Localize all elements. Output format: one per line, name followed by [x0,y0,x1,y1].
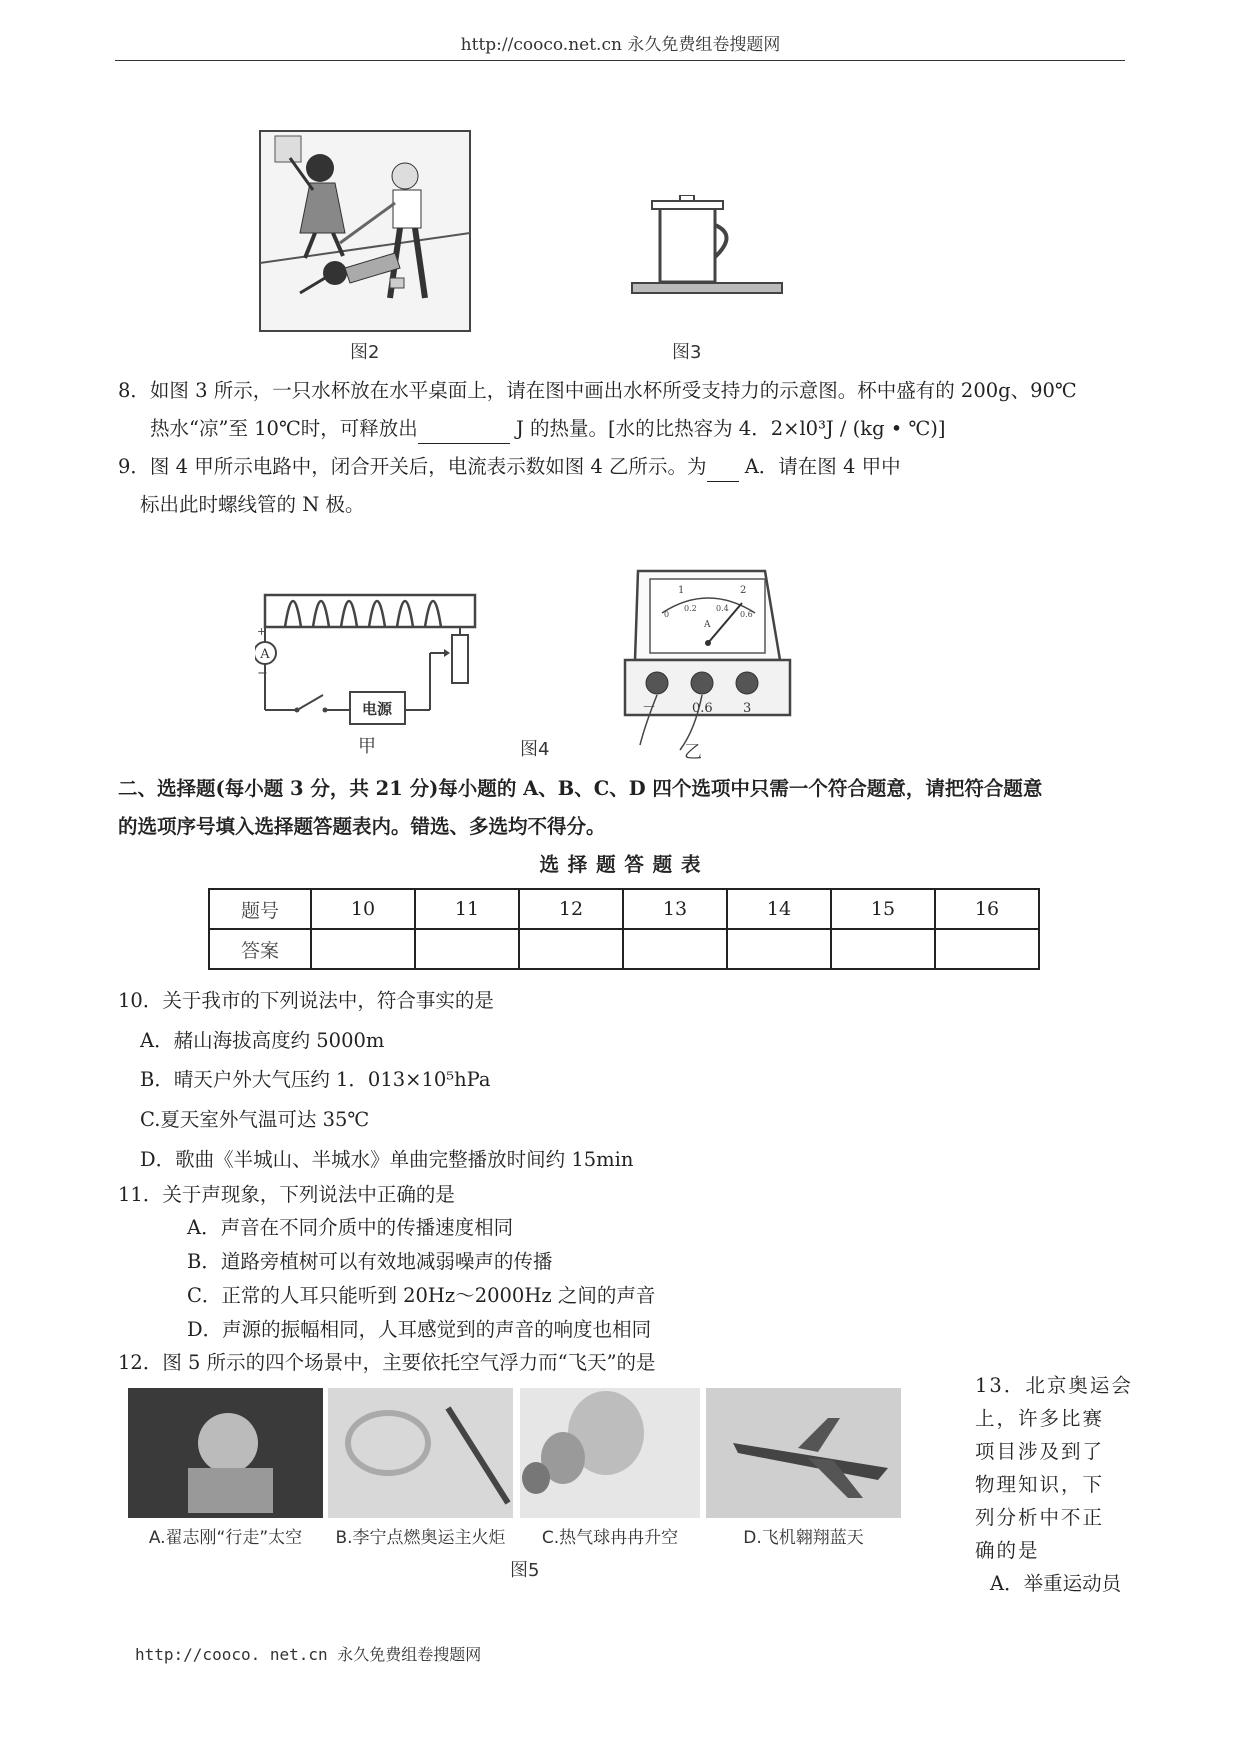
question-number-14: 14 [727,889,831,929]
question-11-stem: 11．关于声现象，下列说法中正确的是 [118,1183,455,1206]
question-13-line-2: 上，许多比赛 [975,1407,1105,1430]
question-number-15: 15 [831,889,935,929]
figure-4-caption: 图4 [520,739,550,760]
question-9-answer-blank[interactable] [707,453,739,482]
question-10-stem: 10．关于我市的下列说法中，符合事实的是 [118,989,494,1012]
terminal-minus: － [642,700,656,716]
section-2-line-1: 二、选择题(每小题 3 分，共 21 分)每小题的 A、B、C、D 四个选项中只需一个符合题意，请把符合题意 [118,777,1043,800]
figure-2-caption: 图2 [350,342,380,363]
question-11-option-b: B．道路旁植树可以有效地减弱噪声的传播 [187,1250,553,1273]
question-13-line-6: 确的是 [975,1539,1040,1562]
question-8-line-2 [150,415,946,444]
question-13-line-1: 13．北京奥运会 [975,1374,1133,1397]
answer-cell-15[interactable] [831,929,935,969]
page-footer: http://cooco. net.cn 永久免费组卷搜题网 [135,1645,482,1664]
question-13-option-a: A．举重运动员 [990,1572,1122,1595]
dial-major-2: 2 [740,585,747,596]
question-9-text-b: A．请在图 4 甲中 [738,455,901,478]
header-divider [115,60,1125,61]
question-number-10: 10 [311,889,415,929]
figure-3-illustration [630,195,790,310]
answer-cell-11[interactable] [415,929,519,969]
dial-unit-label: A [704,620,711,630]
figure-4-right-caption: 乙 [684,742,702,763]
question-11-option-a: A．声音在不同介质中的传播速度相同 [187,1216,514,1239]
answer-table [208,888,1040,970]
figure-4-circuit [255,575,485,735]
terminal-0-6: 0.6 [692,701,713,716]
page-header: http://cooco.net.cn 永久免费组卷搜题网 [460,35,781,55]
question-12-stem: 12．图 5 所示的四个场景中，主要依托空气浮力而“飞天”的是 [118,1351,656,1374]
dial-minor-1: 0.2 [684,604,697,613]
answer-cell-10[interactable] [311,929,415,969]
table-row [209,929,1039,969]
question-number-11: 11 [415,889,519,929]
power-source-label: 电源 [361,700,393,718]
question-8-text-a: 热水“凉”至 10℃时，可释放出 [150,417,418,440]
figure-5-caption: 图5 [510,1560,540,1581]
svg-text:+: + [257,625,267,638]
table-row [209,889,1039,929]
answer-table-title: 选 择 题 答 题 表 [539,853,702,876]
figure-5-caption-b: B.李宁点燃奥运主火炬 [335,1528,506,1548]
question-10-option-a: A．赭山海拔高度约 5000m [140,1029,385,1052]
question-11-option-d: D．声源的振幅相同，人耳感觉到的声音的响度也相同 [187,1318,652,1341]
question-9-text-a: 9．图 4 甲所示电路中，闭合开关后，电流表示数如图 4 乙所示。为 [118,455,707,478]
question-13-line-5: 列分析中不正 [975,1506,1105,1529]
figure-5-caption-c: C.热气球冉冉升空 [541,1528,679,1548]
figure-2-illustration [255,128,485,368]
question-10-option-b: B．晴天户外大气压约 1．013×10⁵hPa [140,1068,491,1091]
figure-5-caption-a: A.翟志刚“行走”太空 [148,1528,303,1548]
answer-cell-13[interactable] [623,929,727,969]
dial-minor-3: 0.6 [740,610,753,619]
figure-4-ammeter [600,565,800,755]
question-10-option-c: C.夏天室外气温可达 35℃ [140,1108,370,1131]
answer-cell-16[interactable] [935,929,1039,969]
question-13-line-3: 项目涉及到了 [975,1440,1105,1463]
svg-text:−: − [257,666,268,681]
question-8-answer-blank[interactable] [418,415,510,444]
section-2-line-2: 的选项序号填入选择题答题表内。错选、多选均不得分。 [118,815,606,838]
question-8-line-1: 8．如图 3 所示，一只水杯放在水平桌面上，请在图中画出水杯所受支持力的示意图。杯中盛有的 200g、90℃ [118,379,1077,402]
question-8-text-b: J 的热量。[水的比热容为 4．2×l0³J / (kg • ℃)] [509,417,946,440]
dial-major-1: 1 [678,585,685,596]
question-9-line-1 [118,453,901,482]
question-number-13: 13 [623,889,727,929]
answer-cell-14[interactable] [727,929,831,969]
question-13-line-4: 物理知识，下 [975,1473,1105,1496]
dial-minor-2: 0.4 [716,604,729,613]
figure-5-caption-d: D.飞机翱翔蓝天 [743,1528,864,1548]
ammeter-label: A [260,647,270,662]
question-11-option-c: C．正常的人耳只能听到 20Hz～2000Hz 之间的声音 [187,1284,656,1307]
terminal-3: 3 [743,701,752,716]
dial-minor-0: 0 [664,610,670,619]
question-number-16: 16 [935,889,1039,929]
figure-3-caption: 图3 [672,342,702,363]
answer-cell-12[interactable] [519,929,623,969]
row-label-number: 题号 [209,889,311,929]
question-10-option-d: D．歌曲《半城山、半城水》单曲完整播放时间约 15min [140,1148,634,1171]
question-number-12: 12 [519,889,623,929]
figure-4-left-caption: 甲 [358,736,376,757]
row-label-answer: 答案 [209,929,311,969]
question-9-line-2: 标出此时螺线管的 N 极。 [140,493,365,516]
